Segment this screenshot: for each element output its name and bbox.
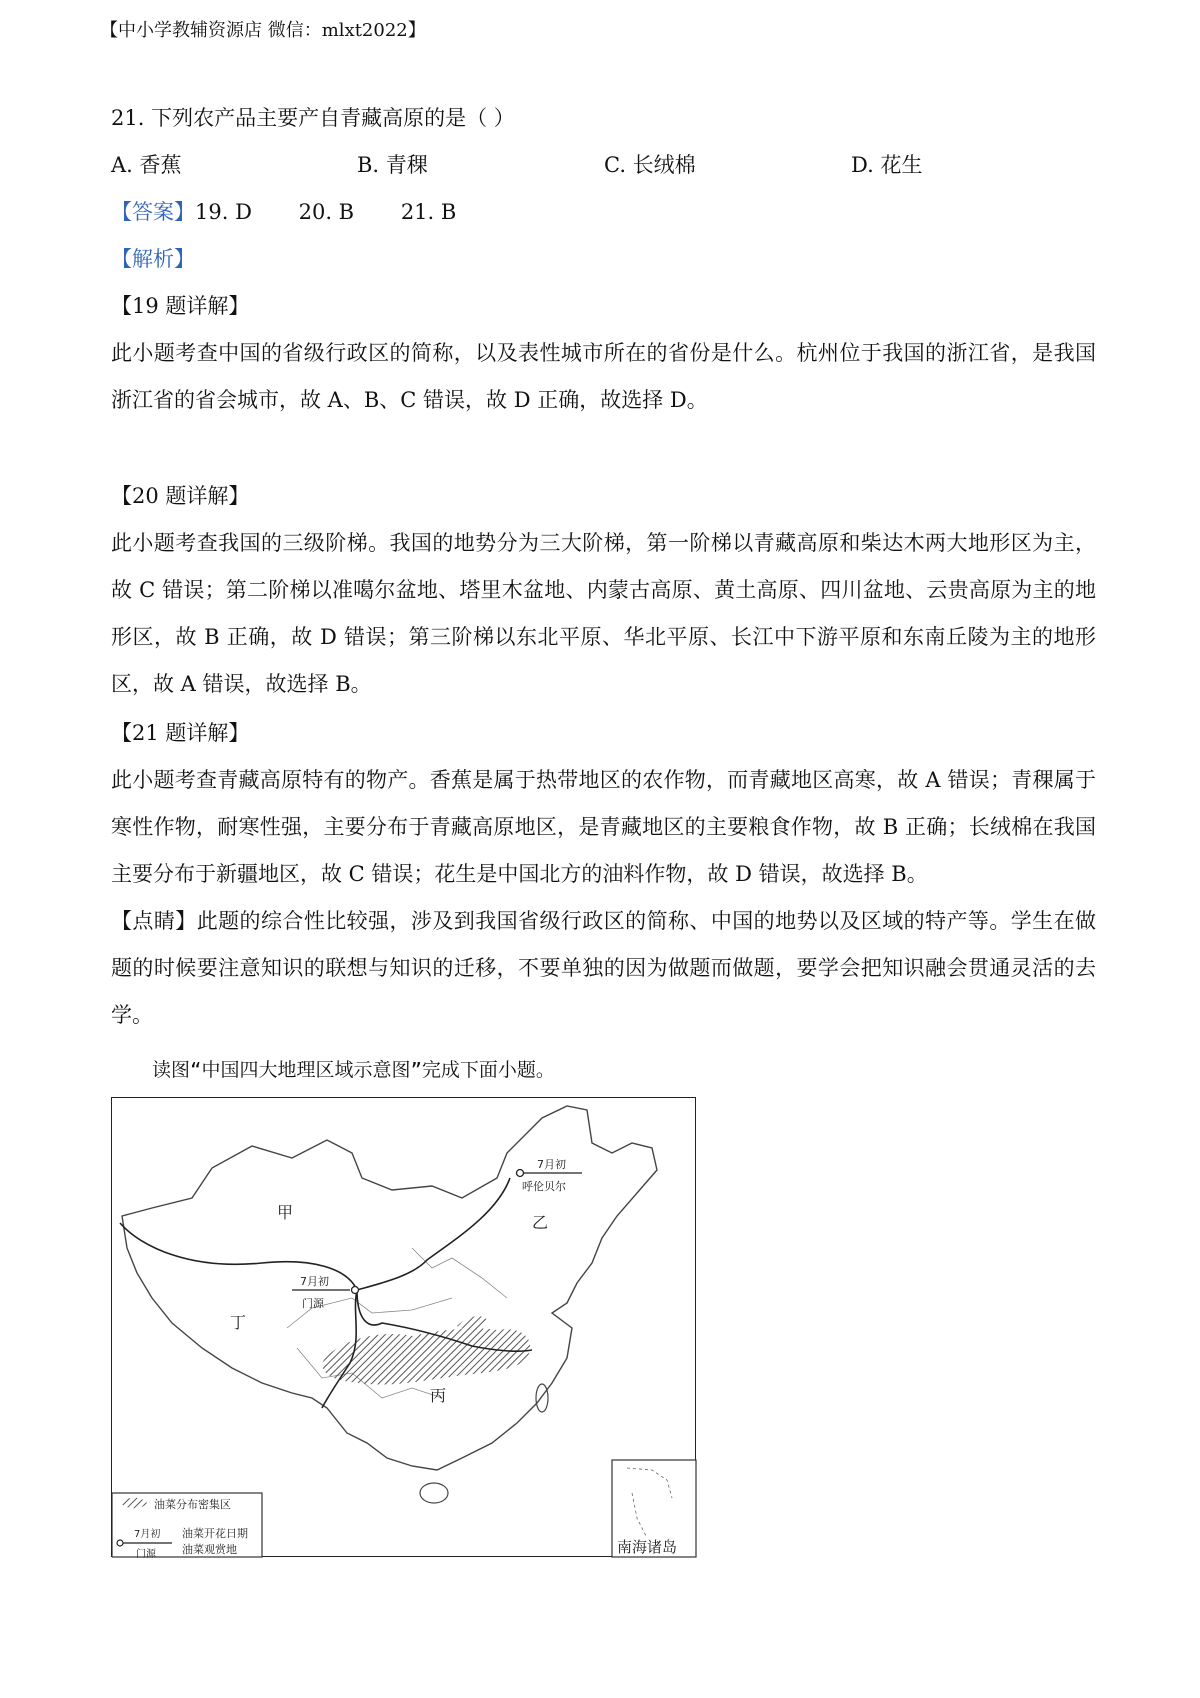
hulunbeier-name: 呼伦贝尔 — [522, 1180, 566, 1193]
legend-sample-date: 7月初 — [134, 1529, 161, 1540]
china-regions-map — [111, 1097, 696, 1560]
answer-tag: 【答案】 — [111, 200, 195, 224]
region-label-bing: 丙 — [430, 1386, 447, 1405]
detail-19-title: 【19 题详解】 — [111, 294, 250, 318]
china-outline — [122, 1106, 657, 1470]
region-label-ding: 丁 — [230, 1313, 247, 1332]
taiwan-island — [536, 1384, 548, 1412]
legend-viewing-label: 油菜观赏地 — [182, 1543, 237, 1556]
question-21-stem: 21. 下列农产品主要产自青藏高原的是（ ） — [111, 106, 515, 130]
answer-line — [111, 197, 456, 227]
option-b: B. 青稞 — [357, 153, 428, 177]
hulunbeier-marker — [517, 1170, 524, 1177]
hulunbeier-date: 7月初 — [537, 1158, 566, 1171]
answer-19: 19. D — [195, 200, 252, 224]
rapeseed-dense-area — [322, 1328, 530, 1384]
region-label-jia: 甲 — [277, 1203, 294, 1222]
detail-20-text: 此小题考查我国的三级阶梯。我国的地势分为三大阶梯，第一阶梯以青藏高原和柴达木两大地形区为主，故 C 错误；第二阶梯以准噶尔盆地、塔里木盆地、内蒙古高原、黄土高原、四川盆地、云贵高原为主的地形区，故 B 正确，故 D 错误；第三阶梯以东北平原、华北平原、长江中下游平原和东南丘陵为主的地形区，故 A 错误，故选择 B。 — [111, 531, 1096, 696]
comment-tag: 【点睛】 — [111, 909, 197, 933]
answer-21: 21. B — [400, 200, 457, 224]
comment-paragraph — [111, 898, 1096, 1039]
legend-dense-label: 油菜分布密集区 — [154, 1498, 231, 1511]
map-intro: 读图“中国四大地理区域示意图”完成下面小题。 — [152, 1059, 555, 1081]
option-d: D. 花生 — [851, 153, 923, 177]
answer-20: 20. B — [298, 200, 355, 224]
detail-21-title: 【21 题详解】 — [111, 721, 250, 745]
option-c: C. 长绒棉 — [604, 153, 696, 177]
comment-text: 此题的综合性比较强，涉及到我国省级行政区的简称、中国的地势以及区域的特产等。学生在做题的时候要注意知识的联想与知识的迁移，不要单独的因为做题而做题，要学会把知识融会贯通灵活的去学。 — [111, 909, 1097, 1027]
option-a: A. 香蕉 — [111, 153, 182, 177]
legend-bloom-label: 油菜开花日期 — [182, 1527, 248, 1540]
region-label-yi: 乙 — [532, 1213, 549, 1232]
detail-21-text: 此小题考查青藏高原特有的物产。香蕉是属于热带地区的农作物，而青藏地区高寒，故 A 错误；青稞属于寒性作物，耐寒性强，主要分布于青藏高原地区，是青藏地区的主要粮食作物，故 B 正确；长绒棉在我国主要分布于新疆地区，故 C 错误；花生是中国北方的油料作物，故 D 错误，故选择 B。 — [111, 768, 1096, 886]
inset-label: 南海诸岛 — [617, 1538, 678, 1556]
menyuan-date: 7月初 — [300, 1275, 329, 1288]
detail-20-title: 【20 题详解】 — [111, 484, 250, 508]
detail-19-text: 此小题考查中国的省级行政区的简称，以及表性城市所在的省份是什么。杭州位于我国的浙江省，是我国浙江省的省会城市，故 A、B、C 错误，故 D 正确，故选择 D。 — [111, 341, 1096, 412]
analysis-tag: 【解析】 — [111, 247, 195, 271]
legend-sample-place: 门源 — [136, 1549, 156, 1560]
header-watermark: 【中小学教辅资源店 微信：mlxt2022】 — [100, 20, 426, 41]
map-drawing — [112, 1098, 697, 1558]
menyuan-marker — [352, 1287, 359, 1294]
menyuan-name: 门源 — [302, 1297, 324, 1310]
hainan-island — [420, 1483, 448, 1503]
rapeseed-north-area — [457, 1316, 487, 1330]
